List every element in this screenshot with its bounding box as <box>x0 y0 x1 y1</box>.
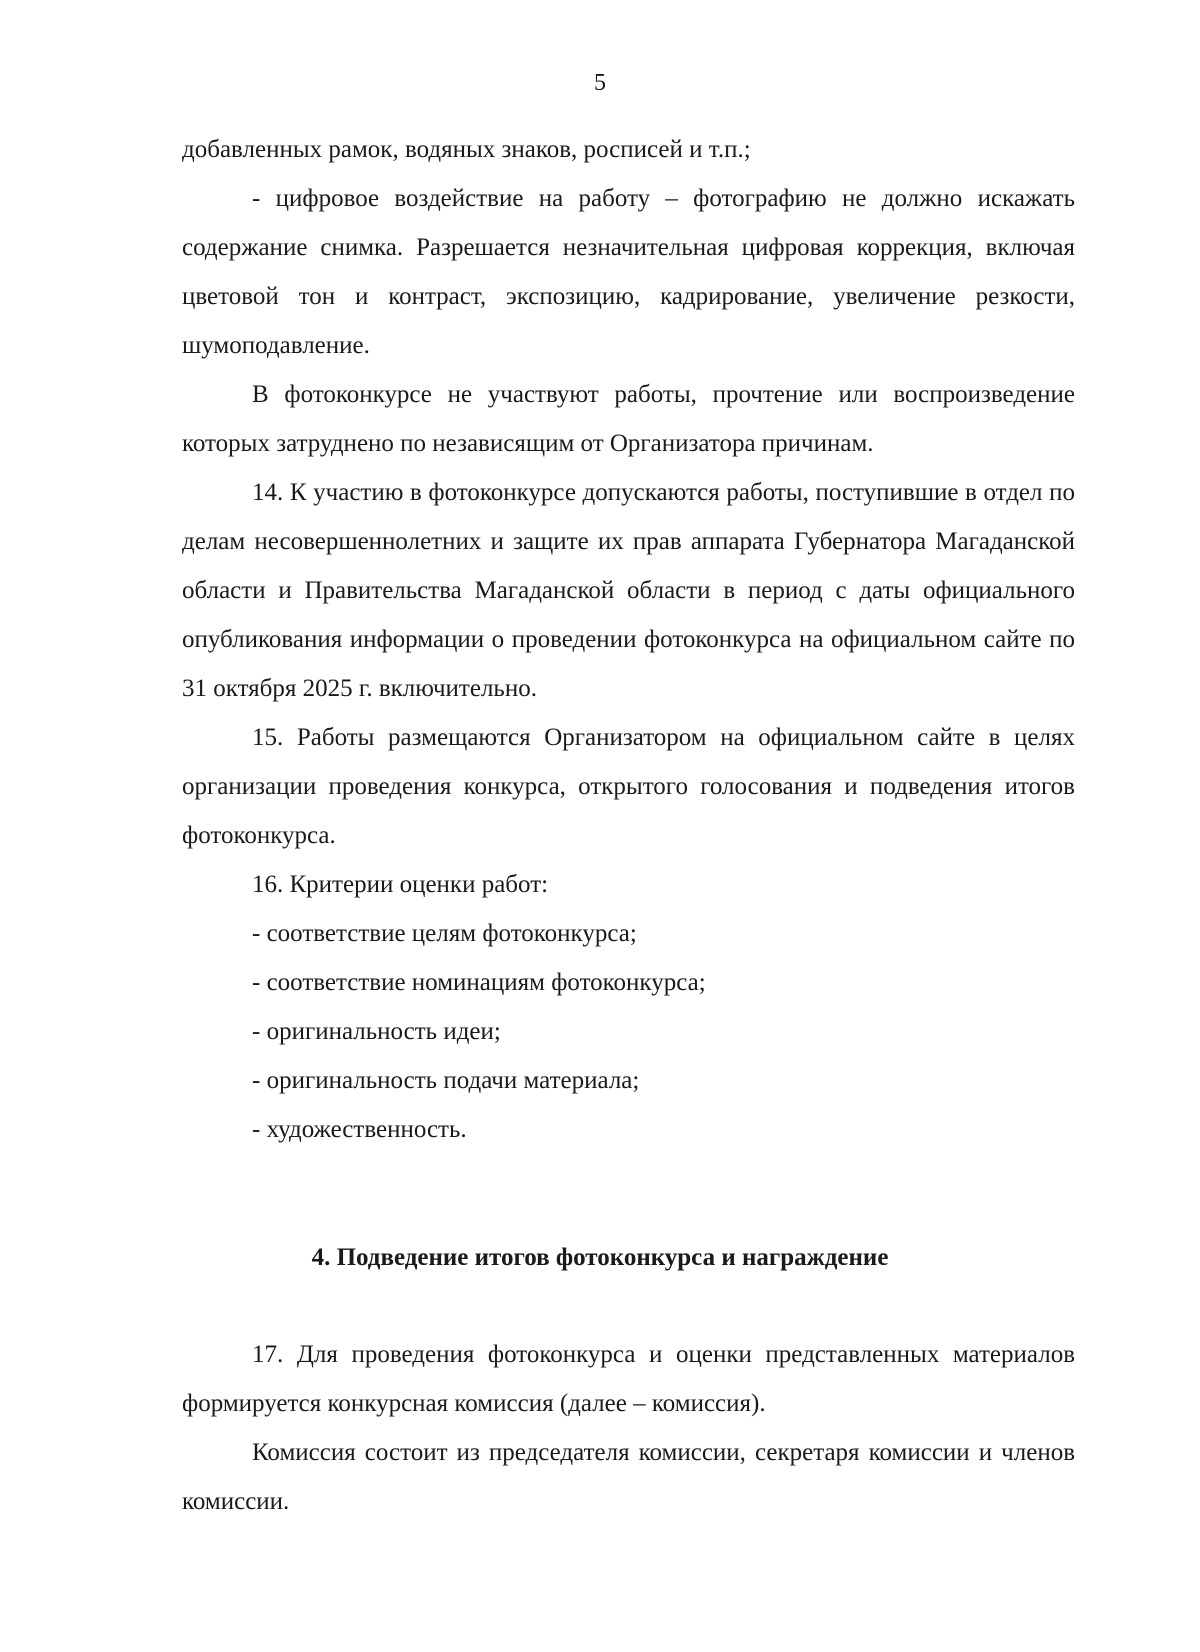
list-item: - соответствие номинациям фотоконкурса; <box>252 969 706 996</box>
page-number: 5 <box>594 70 606 96</box>
body-text-bottom <box>182 1330 1075 1526</box>
list-item: - художественность. <box>252 1116 467 1143</box>
paragraph-digital-processing: - цифровое воздействие на работу – фотографию не должно искажать содержание снимка. Разрешается незначительная цифровая коррекция, включая цветовой тон и контраст, экспозицию, кадрирование, увеличение резкости, шумоподавление. <box>182 185 1075 359</box>
paragraph-excluded-works: В фотоконкурсе не участвуют работы, прочтение или воспроизведение которых затруднено по независящим от Организатора причинам. <box>182 381 1075 457</box>
list-item: - оригинальность подачи материала; <box>252 1067 640 1094</box>
paragraph-item-17: 17. Для проведения фотоконкурса и оценки представленных материалов формируется конкурсная комиссия (далее – комиссия). <box>182 1341 1075 1417</box>
list-item: - соответствие целям фотоконкурса; <box>252 920 637 947</box>
body-text-top <box>182 125 1075 1154</box>
paragraph-item-16: 16. Критерии оценки работ: <box>252 871 549 898</box>
list-item: - оригинальность идеи; <box>252 1018 501 1045</box>
paragraph-commission-composition: Комиссия состоит из председателя комиссии, секретаря комиссии и членов комиссии. <box>182 1439 1075 1515</box>
paragraph-continuation: добавленных рамок, водяных знаков, росписей и т.п.; <box>182 136 751 163</box>
section-heading: 4. Подведение итогов фотоконкурса и награждение <box>311 1244 889 1271</box>
paragraph-item-15: 15. Работы размещаются Организатором на официальном сайте в целях организации проведения конкурса, открытого голосования и подведения итогов фотоконкурса. <box>182 724 1075 849</box>
paragraph-item-14: 14. К участию в фотоконкурсе допускаются работы, поступившие в отдел по делам несовершеннолетних и защите их прав аппарата Губернатора Магаданской области и Правительства Магаданской области в период с даты официального опубликования информации о проведении фотоконкурса на официальном сайте по 31 октября 2025 г. включительно. <box>182 479 1075 702</box>
criteria-list <box>182 909 1075 1154</box>
